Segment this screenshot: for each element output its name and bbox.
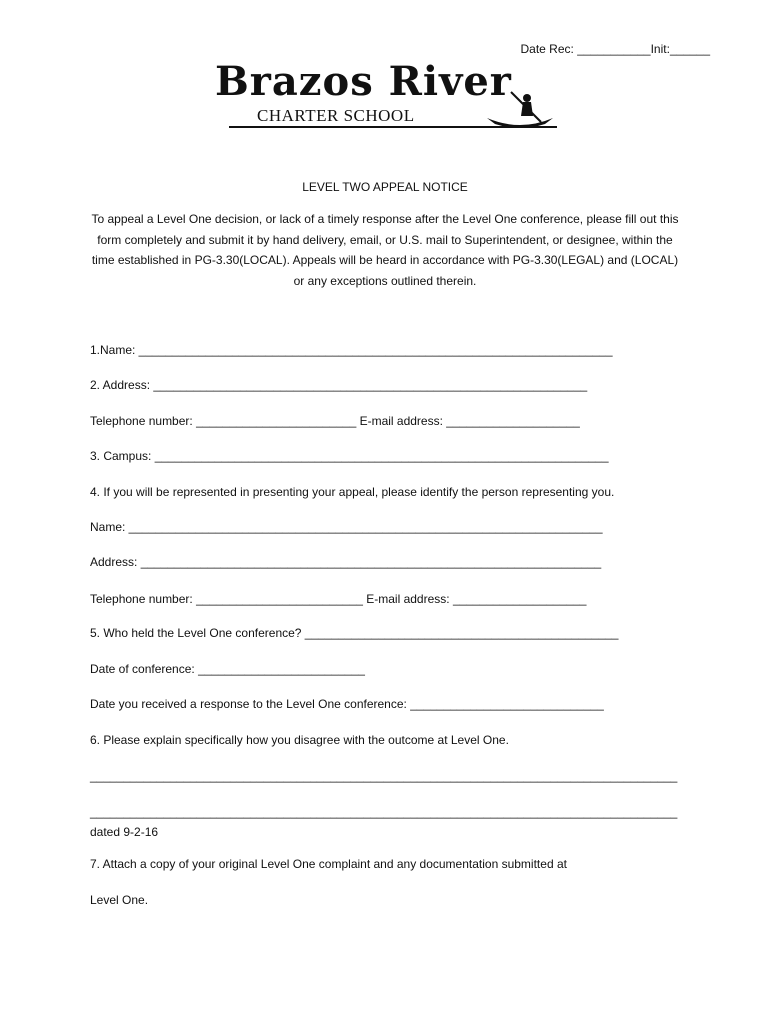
canoe-icon <box>485 88 555 130</box>
date-received-initial-line: Date Rec: ___________Init:______ <box>520 42 710 56</box>
conference-holder-field[interactable]: 5. Who held the Level One conference? _______________________________________________ <box>90 626 619 640</box>
representative-name-field[interactable]: Name: _______________________________________________________________________ <box>90 520 603 534</box>
intro-paragraph: To appeal a Level One decision, or lack of a timely response after the Level One conference, please fill out this form completely and submit it by hand delivery, email, or U.S. mail to Superintendent, or designee, within the time established in PG-3.30(LOCAL). Appeals will be heard in accordance with PG-3.30(LEGAL) and (LOCAL) or any exceptions outlined therein. <box>91 212 679 288</box>
attachment-instruction: 7. Attach a copy of your original Level One complaint and any documentation submitted at <box>90 857 567 871</box>
conference-date-field[interactable]: Date of conference: _________________________ <box>90 662 365 676</box>
phone-email-field[interactable]: Telephone number: ________________________ E-mail address: ____________________ <box>90 414 580 428</box>
representative-address-field[interactable]: Address: _____________________________________________________________________ <box>90 555 602 569</box>
representation-question: 4. If you will be represented in presenting your appeal, please identify the person representing you. <box>90 485 615 499</box>
name-field[interactable]: 1.Name: _______________________________________________________________________ <box>90 343 613 357</box>
explanation-line-1[interactable]: ________________________________________________________________________________________ <box>90 769 678 783</box>
form-title: LEVEL TWO APPEAL NOTICE <box>302 180 468 194</box>
logo-subtitle: CHARTER SCHOOL <box>257 106 415 125</box>
address-field[interactable]: 2. Address: _________________________________________________________________ <box>90 378 588 392</box>
disagreement-question: 6. Please explain specifically how you disagree with the outcome at Level One. <box>90 733 509 747</box>
school-logo <box>215 58 555 132</box>
representative-phone-email-field[interactable]: Telephone number: _________________________ E-mail address: ____________________ <box>90 592 587 606</box>
revision-date: dated 9-2-16 <box>90 825 159 839</box>
campus-field[interactable]: 3. Campus: ____________________________________________________________________ <box>90 449 609 463</box>
explanation-line-2[interactable]: ________________________________________________________________________________________ <box>90 805 678 819</box>
response-date-field[interactable]: Date you received a response to the Level One conference: _____________________________ <box>90 697 604 711</box>
logo-title: Brazos River <box>215 58 512 105</box>
attachment-instruction-continued: Level One. <box>90 893 149 907</box>
